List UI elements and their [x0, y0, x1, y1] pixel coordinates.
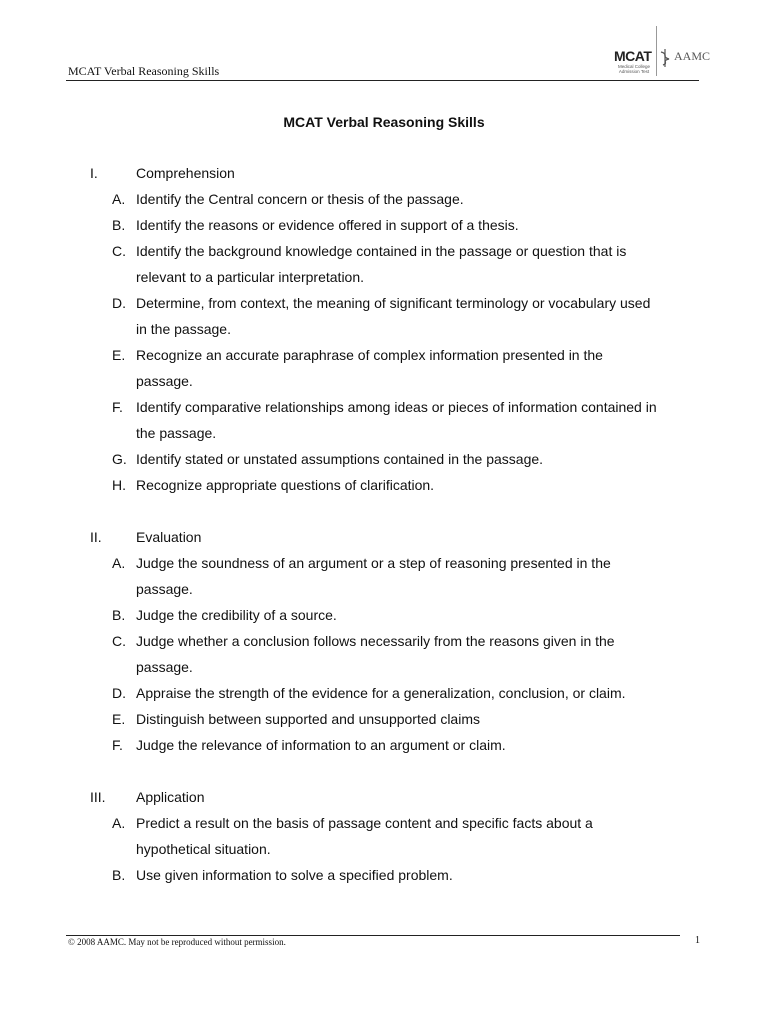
- item-text-line: Appraise the strength of the evidence for a generalization, conclusion, or claim.: [136, 685, 626, 701]
- section-title: Evaluation: [136, 529, 202, 545]
- item-letter: A.: [112, 555, 126, 571]
- item-text-line: Judge the credibility of a source.: [136, 607, 337, 623]
- item-text-line: Distinguish between supported and unsupported claims: [136, 711, 480, 727]
- item-text-line: hypothetical situation.: [136, 841, 271, 857]
- item-text-line: Recognize an accurate paraphrase of complex information presented in the: [136, 347, 603, 363]
- item-letter: F.: [112, 399, 123, 415]
- logo-subtitle: Medical College Admission Test: [617, 64, 651, 74]
- logo-mcat-text: MCAT: [614, 48, 652, 64]
- caduceus-icon: [658, 48, 672, 68]
- item-text-line: Identify the reasons or evidence offered in support of a thesis.: [136, 217, 519, 233]
- item-letter: G.: [112, 451, 127, 467]
- item-text-line: Identify the background knowledge contained in the passage or question that is: [136, 243, 627, 259]
- header-rule: [66, 80, 699, 81]
- section-number: I.: [90, 165, 98, 181]
- item-letter: C.: [112, 633, 126, 649]
- item-text-line: Judge whether a conclusion follows necessarily from the reasons given in the: [136, 633, 615, 649]
- item-letter: A.: [112, 191, 126, 207]
- item-letter: D.: [112, 295, 126, 311]
- item-text-line: Identify comparative relationships among ideas or pieces of information contained in: [136, 399, 657, 415]
- item-text-line: Judge the relevance of information to an argument or claim.: [136, 737, 506, 753]
- item-letter: F.: [112, 737, 123, 753]
- item-letter: E.: [112, 347, 126, 363]
- item-text-line: Recognize appropriate questions of clarification.: [136, 477, 435, 493]
- item-letter: B.: [112, 607, 126, 623]
- item-letter: D.: [112, 685, 126, 701]
- item-letter: E.: [112, 711, 126, 727]
- logo-aamc-text: AAMC: [674, 49, 711, 63]
- item-letter: B.: [112, 217, 126, 233]
- item-text-line: Use given information to solve a specified problem.: [136, 867, 453, 883]
- item-letter: H.: [112, 477, 126, 493]
- footer-rule: [66, 935, 680, 936]
- item-letter: C.: [112, 243, 126, 259]
- item-text-line: Identify stated or unstated assumptions contained in the passage.: [136, 451, 544, 467]
- section-number: III.: [90, 789, 106, 805]
- item-text-line: relevant to a particular interpretation.: [136, 269, 365, 285]
- item-text-line: passage.: [136, 659, 193, 675]
- item-text-line: in the passage.: [136, 321, 231, 337]
- header-title: MCAT Verbal Reasoning Skills: [68, 64, 220, 78]
- item-letter: A.: [112, 815, 126, 831]
- copyright-notice: © 2008 AAMC. May not be reproduced without permission.: [68, 937, 286, 947]
- aamc-logo: [612, 24, 711, 78]
- item-text-line: Identify the Central concern or thesis of the passage.: [136, 191, 464, 207]
- section-number: II.: [90, 529, 102, 545]
- item-text-line: Determine, from context, the meaning of significant terminology or vocabulary used: [136, 295, 651, 311]
- item-text-line: the passage.: [136, 425, 217, 441]
- item-letter: B.: [112, 867, 126, 883]
- item-text-line: Judge the soundness of an argument or a step of reasoning presented in the: [136, 555, 611, 571]
- section-title: Application: [136, 789, 205, 805]
- document-title: MCAT Verbal Reasoning Skills: [283, 114, 485, 130]
- section-title: Comprehension: [136, 165, 235, 181]
- logo-divider: [656, 26, 657, 76]
- page-number: 1: [695, 935, 700, 946]
- item-text-line: Predict a result on the basis of passage content and specific facts about a: [136, 815, 593, 831]
- item-text-line: passage.: [136, 581, 193, 597]
- item-text-line: passage.: [136, 373, 193, 389]
